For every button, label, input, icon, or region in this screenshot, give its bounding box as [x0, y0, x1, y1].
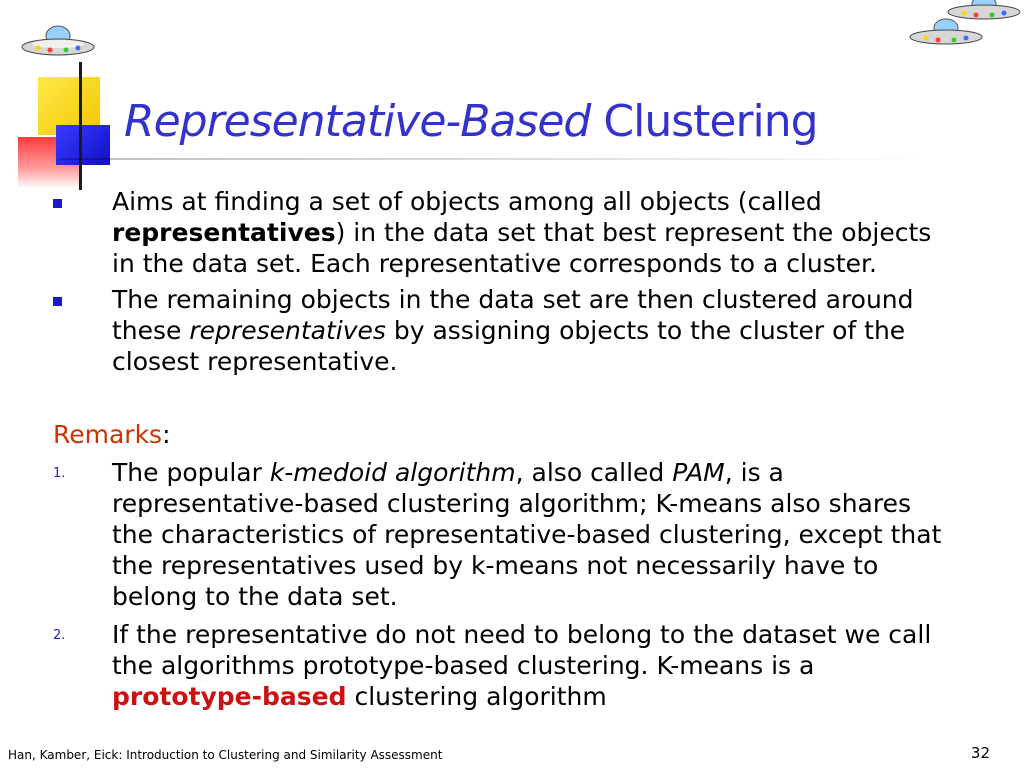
highlight-prototype-based: prototype-based [112, 682, 347, 711]
list-number-2: 2. [53, 628, 66, 643]
decor-vertical-line [79, 62, 82, 190]
remarks-heading: Remarks: [53, 420, 171, 449]
list-number-1: 1. [53, 466, 66, 481]
slide-title [124, 96, 818, 147]
ufo-icon [20, 22, 96, 62]
remark-item-2: If the representative do not need to belong to the dataset we call the algorithms prototype-based clustering. K-means is a prototype-based clustering algorithm [112, 620, 932, 711]
bullet-text-2: The remaining objects in the data set are then clustered around these representatives by assigning objects to the cluster of the closest representative. [112, 285, 914, 376]
title-plain-part: Clustering [603, 96, 818, 147]
bullet-text-1: Aims at finding a set of objects among all objects (called representatives) in the data set that best represent the objects in the data set. Each representative corresponds to a cluster. [112, 187, 932, 278]
ufo-icon [908, 18, 984, 48]
bullet-icon [53, 297, 62, 306]
footer-citation: Han, Kamber, Eick: Introduction to Clustering and Similarity Assessment [8, 748, 443, 762]
title-italic-part: Representative-Based [124, 96, 591, 147]
bold-term-representatives: representatives [112, 218, 336, 247]
title-underline [60, 158, 930, 160]
remark-item-1: The popular k-medoid algorithm, also called PAM, is a representative-based clustering algorithm; K-means also shares the characteristics of representative-based clustering, except that the representatives used by k-means not necessarily have to belong to the data set. [112, 458, 942, 611]
italic-term-representatives: representatives [189, 316, 386, 345]
page-number: 32 [970, 744, 990, 762]
bullet-icon [53, 199, 62, 208]
